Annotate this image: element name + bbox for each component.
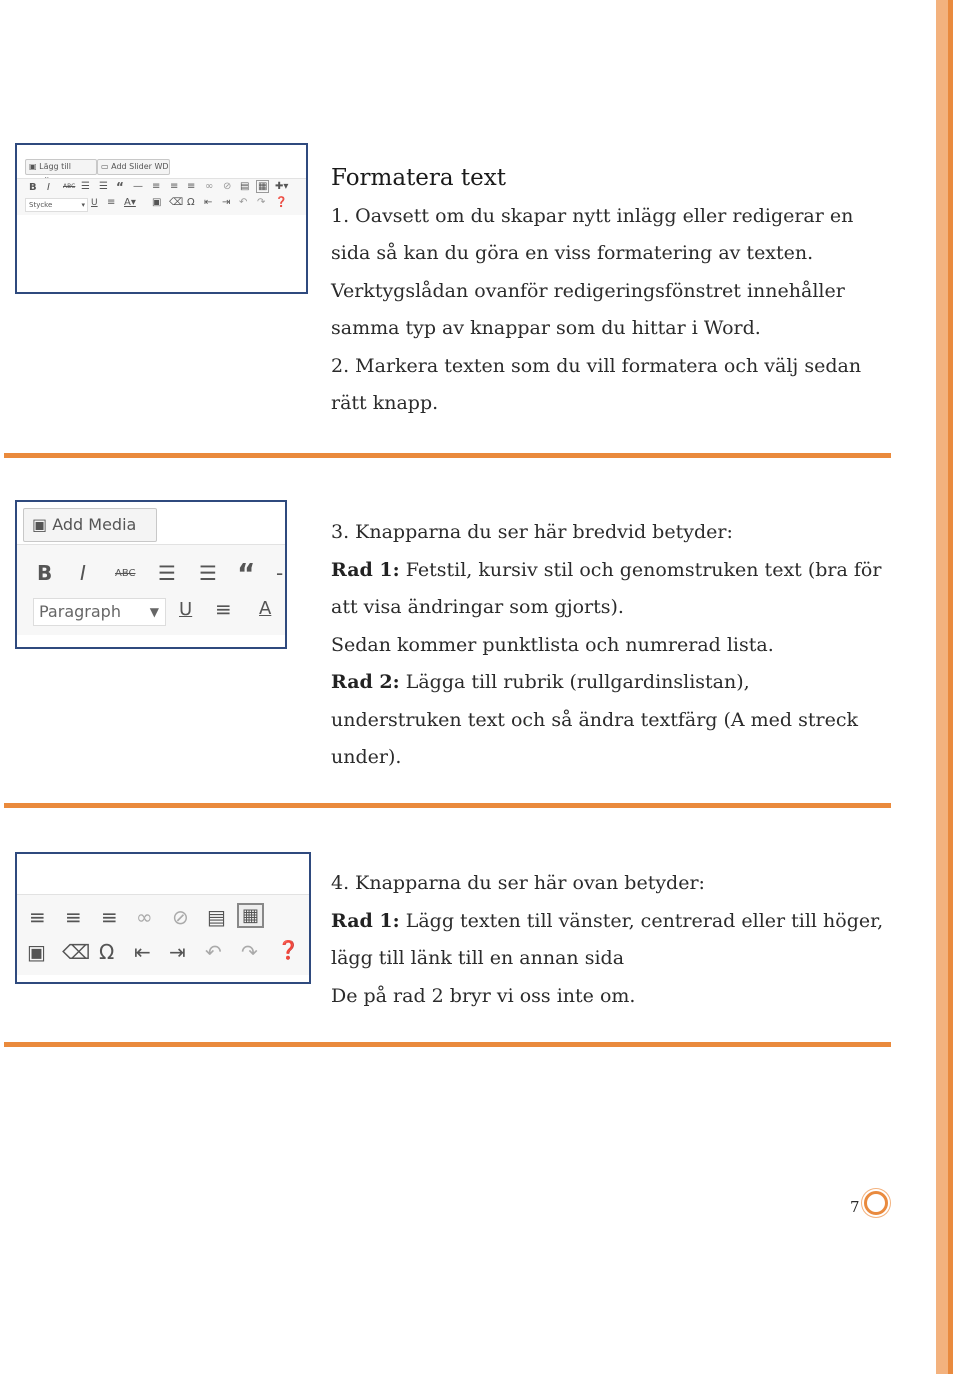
section3-line bbox=[331, 903, 883, 941]
toolbar-rows-zoomed bbox=[17, 544, 285, 635]
redo-icon[interactable]: ↷ bbox=[241, 940, 258, 964]
read-more-icon[interactable]: ▤ bbox=[240, 181, 250, 192]
align-center-icon[interactable]: ≡ bbox=[170, 181, 179, 192]
blockquote-icon[interactable]: “ bbox=[116, 180, 124, 194]
paste-text-icon[interactable]: ▣ bbox=[152, 197, 162, 208]
text-color-icon[interactable]: A bbox=[259, 598, 272, 619]
section2-text bbox=[331, 514, 881, 777]
toolbar-rows bbox=[17, 178, 306, 215]
page-number-circle-icon bbox=[864, 1191, 888, 1215]
section-divider bbox=[4, 453, 891, 458]
outdent-icon[interactable]: ⇤ bbox=[134, 940, 151, 964]
add-media-label: Lägg till bbox=[39, 162, 71, 171]
numbered-list-icon[interactable]: ☰ bbox=[99, 181, 108, 192]
chevron-down-icon: ▼ bbox=[149, 605, 159, 619]
row-description: Fetstil, kursiv stil och genomstruken text (bra för bbox=[399, 558, 882, 581]
page-number: 7 bbox=[850, 1198, 860, 1216]
toolbar-rows-alignment bbox=[17, 894, 309, 975]
chevron-down-icon: ▾ bbox=[81, 201, 85, 209]
row-description: Lägga till rubrik (rullgardinslistan), bbox=[399, 671, 750, 693]
add-media-label: Add Media bbox=[52, 515, 137, 534]
media-icon: ▣ bbox=[29, 162, 37, 171]
redo-icon[interactable]: ↷ bbox=[257, 197, 266, 208]
toolbar-screenshot-small bbox=[15, 143, 308, 294]
slider-icon: ▭ bbox=[101, 162, 109, 171]
numbered-list-icon[interactable]: ☰ bbox=[199, 561, 217, 585]
italic-icon[interactable]: I bbox=[80, 561, 86, 585]
unlink-icon[interactable]: ⊘ bbox=[223, 181, 232, 192]
underline-icon[interactable]: U bbox=[91, 198, 98, 208]
add-media-button[interactable] bbox=[25, 159, 97, 175]
section2-line: att visa ändringar som gjorts). bbox=[331, 596, 624, 618]
undo-icon[interactable]: ↶ bbox=[205, 940, 222, 964]
align-left-icon[interactable]: ≡ bbox=[152, 181, 161, 192]
section-title: Formatera text bbox=[331, 165, 507, 191]
blockquote-icon[interactable]: “ bbox=[237, 557, 256, 590]
link-icon[interactable]: ∞ bbox=[136, 905, 153, 929]
format-select[interactable] bbox=[33, 598, 166, 626]
bold-icon[interactable]: B bbox=[37, 561, 53, 585]
section2-line: 3. Knapparna du ser här bredvid betyder: bbox=[331, 521, 733, 543]
section2-line: under). bbox=[331, 746, 402, 768]
align-right-icon[interactable]: ≡ bbox=[101, 905, 118, 929]
text-color-icon[interactable]: A▾ bbox=[124, 197, 136, 208]
bullet-list-icon[interactable]: ☰ bbox=[158, 561, 176, 585]
justify-icon[interactable]: ≡ bbox=[107, 197, 116, 208]
read-more-icon[interactable]: ▤ bbox=[207, 905, 226, 929]
section1-text bbox=[331, 160, 861, 423]
special-character-icon[interactable]: Ω bbox=[187, 197, 195, 208]
row-label: Rad 1: bbox=[331, 909, 400, 932]
section2-line: understruken text och så ändra textfärg (A med streck bbox=[331, 708, 858, 731]
format-select-value: Paragraph bbox=[39, 602, 121, 621]
section-divider bbox=[4, 803, 891, 808]
section1-line: 1. Oavsett om du skapar nytt inlägg eller redigerar en bbox=[331, 204, 854, 227]
section3-line: 4. Knapparna du ser här ovan betyder: bbox=[331, 872, 705, 894]
plugin-icon[interactable]: ✚▾ bbox=[275, 181, 289, 192]
outdent-icon[interactable]: ⇤ bbox=[204, 197, 213, 208]
italic-icon[interactable]: I bbox=[47, 182, 50, 193]
add-slider-button[interactable] bbox=[97, 159, 170, 175]
page-border-stripe-inner bbox=[948, 0, 953, 1374]
underline-icon[interactable]: U bbox=[179, 599, 193, 620]
link-icon[interactable]: ∞ bbox=[205, 181, 214, 192]
horizontal-rule-icon[interactable]: — bbox=[133, 181, 143, 192]
section3-text bbox=[331, 865, 883, 1015]
toolbar-toggle-icon[interactable]: ▦ bbox=[237, 903, 264, 928]
row-description: Lägg texten till vänster, centrerad eller till höger, bbox=[399, 909, 884, 932]
help-icon[interactable]: ❓ bbox=[277, 940, 300, 961]
section2-line bbox=[331, 552, 881, 590]
row-label: Rad 2: bbox=[331, 671, 400, 693]
bold-icon[interactable]: B bbox=[29, 182, 37, 193]
paste-text-icon[interactable]: ▣ bbox=[27, 940, 46, 964]
section1-line: 2. Markera texten som du vill formatera och välj sedan bbox=[331, 354, 862, 377]
help-icon[interactable]: ❓ bbox=[275, 197, 288, 208]
strikethrough-icon[interactable]: ABC bbox=[63, 183, 76, 190]
indent-icon[interactable]: ⇥ bbox=[169, 940, 186, 964]
section-divider bbox=[4, 1042, 891, 1047]
section3-line: lägg till länk till en annan sida bbox=[331, 947, 625, 969]
undo-icon[interactable]: ↶ bbox=[239, 197, 248, 208]
toolbar-screenshot-zoomed bbox=[15, 500, 287, 649]
format-select-value: Stycke bbox=[29, 201, 53, 209]
bullet-list-icon[interactable]: ☰ bbox=[81, 181, 90, 192]
page-border-stripe bbox=[936, 0, 948, 1374]
row-label: Rad 1: bbox=[331, 558, 400, 581]
section1-line: sida så kan du göra en viss formatering av texten. bbox=[331, 242, 814, 264]
align-right-icon[interactable]: ≡ bbox=[187, 181, 196, 192]
align-left-icon[interactable]: ≡ bbox=[29, 905, 46, 929]
add-media-button-large[interactable] bbox=[23, 508, 157, 542]
section3-line: De på rad 2 bryr vi oss inte om. bbox=[331, 984, 636, 1007]
unlink-icon[interactable]: ⊘ bbox=[172, 905, 189, 929]
indent-icon[interactable]: ⇥ bbox=[222, 197, 231, 208]
align-center-icon[interactable]: ≡ bbox=[65, 905, 82, 929]
section1-line: Verktygslådan ovanför redigeringsfönstret innehåller bbox=[331, 279, 845, 302]
clear-formatting-icon[interactable]: ⌫ bbox=[169, 197, 184, 208]
section2-line bbox=[331, 664, 881, 702]
add-slider-label: Add Slider WD bbox=[111, 162, 169, 171]
section1-line: rätt knapp. bbox=[331, 392, 439, 414]
justify-icon[interactable]: ≡ bbox=[215, 597, 232, 621]
clear-formatting-icon[interactable]: ⌫ bbox=[62, 940, 91, 964]
media-icon: ▣ bbox=[32, 515, 48, 534]
toolbar-toggle-icon[interactable]: ▦ bbox=[258, 181, 268, 192]
horizontal-rule-icon[interactable]: - bbox=[276, 561, 284, 585]
special-character-icon[interactable]: Ω bbox=[99, 940, 115, 964]
format-select[interactable] bbox=[25, 198, 88, 212]
section1-line: samma typ av knappar som du hittar i Word. bbox=[331, 317, 761, 339]
toolbar-screenshot-alignment bbox=[15, 852, 311, 984]
strikethrough-icon[interactable]: ABC bbox=[115, 568, 136, 579]
section2-line: Sedan kommer punktlista och numrerad lista. bbox=[331, 633, 774, 656]
